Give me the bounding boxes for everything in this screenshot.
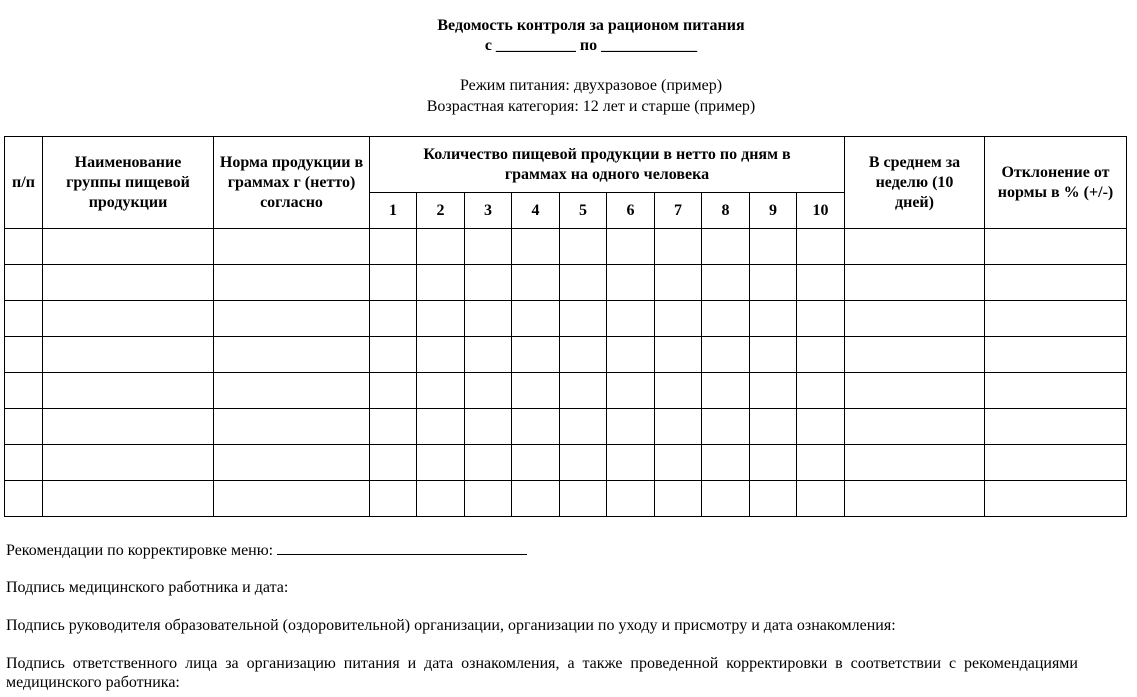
table-cell[interactable] xyxy=(512,373,560,409)
header-deviation: Отклонение от нормы в % (+/-) xyxy=(985,137,1127,229)
table-cell[interactable] xyxy=(985,373,1127,409)
table-cell[interactable] xyxy=(43,409,214,445)
table-cell[interactable] xyxy=(985,265,1127,301)
table-cell[interactable] xyxy=(750,337,797,373)
table-cell[interactable] xyxy=(797,373,845,409)
table-cell[interactable] xyxy=(560,373,607,409)
table-cell[interactable] xyxy=(607,301,655,337)
table-cell[interactable] xyxy=(607,373,655,409)
table-cell[interactable] xyxy=(750,445,797,481)
table-cell[interactable] xyxy=(5,409,43,445)
table-cell[interactable] xyxy=(702,265,750,301)
table-cell[interactable] xyxy=(702,409,750,445)
table-cell[interactable] xyxy=(797,265,845,301)
table-cell[interactable] xyxy=(43,445,214,481)
table-cell[interactable] xyxy=(702,481,750,517)
meal-mode: Режим питания: двухразовое (пример) xyxy=(459,77,723,94)
table-cell[interactable] xyxy=(465,265,512,301)
table-cell[interactable] xyxy=(655,373,702,409)
table-cell[interactable] xyxy=(417,337,465,373)
table-cell[interactable] xyxy=(607,229,655,265)
table-cell[interactable] xyxy=(417,373,465,409)
table-cell[interactable] xyxy=(417,409,465,445)
header-number: п/п xyxy=(5,137,43,229)
table-cell[interactable] xyxy=(370,265,417,301)
table-cell[interactable] xyxy=(465,409,512,445)
header-day-1: 1 xyxy=(370,193,417,229)
recommendations-line xyxy=(6,540,1078,560)
header-quantity-by-days: Количество пищевой продукции в нетто по дням в граммах на одного человека xyxy=(370,137,845,193)
table-cell[interactable] xyxy=(417,481,465,517)
header-day-4: 4 xyxy=(512,193,560,229)
header-day-8: 8 xyxy=(702,193,750,229)
table-cell[interactable] xyxy=(417,229,465,265)
table-cell[interactable] xyxy=(797,229,845,265)
table-cell[interactable] xyxy=(512,445,560,481)
table-cell[interactable] xyxy=(655,265,702,301)
age-category: Возрастная категория: 12 лет и старше (пример) xyxy=(426,98,756,115)
table-cell[interactable] xyxy=(797,301,845,337)
document-title: Ведомость контроля за рационом питания xyxy=(437,17,745,34)
responsible-signature-line: Подпись ответственного лица за организацию питания и дата ознакомления, а также проведенной корректировки в соответствии с рекомендациями медицинского работника: xyxy=(6,655,1078,691)
table-cell[interactable] xyxy=(655,445,702,481)
table-cell[interactable] xyxy=(370,445,417,481)
table-cell[interactable] xyxy=(655,409,702,445)
table-cell[interactable] xyxy=(512,265,560,301)
table-cell[interactable] xyxy=(214,265,370,301)
table-cell[interactable] xyxy=(750,265,797,301)
table-cell[interactable] xyxy=(417,301,465,337)
header-day-10: 10 xyxy=(797,193,845,229)
table-cell[interactable] xyxy=(370,337,417,373)
table-cell[interactable] xyxy=(702,445,750,481)
table-cell[interactable] xyxy=(370,229,417,265)
table-cell[interactable] xyxy=(465,229,512,265)
table-cell[interactable] xyxy=(655,301,702,337)
table-cell[interactable] xyxy=(214,445,370,481)
table-cell[interactable] xyxy=(370,481,417,517)
table-cell[interactable] xyxy=(417,265,465,301)
recommendations-label: Рекомендации по корректировке меню: xyxy=(6,542,274,559)
table-cell[interactable] xyxy=(43,373,214,409)
table-cell[interactable] xyxy=(845,373,985,409)
table-cell[interactable] xyxy=(417,445,465,481)
table-cell[interactable] xyxy=(5,481,43,517)
table-cell[interactable] xyxy=(797,445,845,481)
table-cell[interactable] xyxy=(607,265,655,301)
table-row xyxy=(5,337,1127,373)
table-cell[interactable] xyxy=(214,409,370,445)
table-row xyxy=(5,265,1127,301)
table-cell[interactable] xyxy=(985,409,1127,445)
table-cell[interactable] xyxy=(465,373,512,409)
table-cell[interactable] xyxy=(560,445,607,481)
table-cell[interactable] xyxy=(560,337,607,373)
table-cell[interactable] xyxy=(750,481,797,517)
table-cell[interactable] xyxy=(214,373,370,409)
table-cell[interactable] xyxy=(702,337,750,373)
table-cell[interactable] xyxy=(43,229,214,265)
table-cell[interactable] xyxy=(607,409,655,445)
table-cell[interactable] xyxy=(845,265,985,301)
header-day-2: 2 xyxy=(417,193,465,229)
table-cell[interactable] xyxy=(512,229,560,265)
table-cell[interactable] xyxy=(512,481,560,517)
table-cell[interactable] xyxy=(5,229,43,265)
table-cell[interactable] xyxy=(985,229,1127,265)
table-cell[interactable] xyxy=(465,481,512,517)
table-cell[interactable] xyxy=(512,409,560,445)
table-cell[interactable] xyxy=(845,337,985,373)
table-cell[interactable] xyxy=(370,301,417,337)
table-row xyxy=(5,373,1127,409)
document-subheader xyxy=(0,75,1137,117)
table-cell[interactable] xyxy=(214,301,370,337)
table-cell[interactable] xyxy=(607,445,655,481)
table-cell[interactable] xyxy=(5,337,43,373)
table-cell[interactable] xyxy=(370,373,417,409)
table-cell[interactable] xyxy=(655,229,702,265)
table-cell[interactable] xyxy=(370,409,417,445)
table-cell[interactable] xyxy=(750,373,797,409)
header-day-9: 9 xyxy=(750,193,797,229)
table-row xyxy=(5,445,1127,481)
table-cell[interactable] xyxy=(702,373,750,409)
table-cell[interactable] xyxy=(560,301,607,337)
header-group-name: Наименование группы пищевой продукции xyxy=(43,137,214,229)
header-day-3: 3 xyxy=(465,193,512,229)
header-norm: Норма продукции в граммах г (нетто) согласно xyxy=(214,137,370,229)
table-cell[interactable] xyxy=(845,301,985,337)
document-period: с __________ по ____________ xyxy=(484,37,698,54)
table-cell[interactable] xyxy=(43,481,214,517)
table-cell[interactable] xyxy=(43,265,214,301)
table-cell[interactable] xyxy=(985,301,1127,337)
header-day-5: 5 xyxy=(560,193,607,229)
table-cell[interactable] xyxy=(560,265,607,301)
table-cell[interactable] xyxy=(465,337,512,373)
table-cell[interactable] xyxy=(845,409,985,445)
table-cell[interactable] xyxy=(512,301,560,337)
table-cell[interactable] xyxy=(43,301,214,337)
table-cell[interactable] xyxy=(43,337,214,373)
table-cell[interactable] xyxy=(845,229,985,265)
head-signature-line: Подпись руководителя образовательной (оздоровительной) организации, организации по уходу и присмотру и дата ознакомления: xyxy=(6,617,896,634)
table-cell[interactable] xyxy=(214,337,370,373)
table-cell[interactable] xyxy=(607,481,655,517)
table-row xyxy=(5,409,1127,445)
table-cell[interactable] xyxy=(985,337,1127,373)
table-cell[interactable] xyxy=(560,229,607,265)
table-cell[interactable] xyxy=(607,337,655,373)
table-cell[interactable] xyxy=(750,301,797,337)
table-cell[interactable] xyxy=(5,445,43,481)
recommendations-blank[interactable] xyxy=(277,540,527,555)
table-cell[interactable] xyxy=(5,301,43,337)
table-cell[interactable] xyxy=(985,481,1127,517)
table-cell[interactable] xyxy=(655,481,702,517)
table-cell[interactable] xyxy=(5,265,43,301)
medical-signature-line: Подпись медицинского работника и дата: xyxy=(6,579,289,596)
table-cell[interactable] xyxy=(512,337,560,373)
header-average: В среднем за неделю (10 дней) xyxy=(845,137,985,229)
ration-control-table xyxy=(4,136,1127,517)
header-day-7: 7 xyxy=(655,193,702,229)
table-cell[interactable] xyxy=(797,337,845,373)
table-cell[interactable] xyxy=(985,445,1127,481)
table-header-row xyxy=(5,137,1127,193)
table-cell[interactable] xyxy=(797,409,845,445)
header-day-6: 6 xyxy=(607,193,655,229)
table-row xyxy=(5,301,1127,337)
table-cell[interactable] xyxy=(214,229,370,265)
table-cell[interactable] xyxy=(750,229,797,265)
table-row xyxy=(5,229,1127,265)
table-cell[interactable] xyxy=(465,445,512,481)
table-cell[interactable] xyxy=(560,409,607,445)
document-header xyxy=(0,16,1137,56)
table-cell[interactable] xyxy=(845,481,985,517)
table-row xyxy=(5,481,1127,517)
table-body xyxy=(5,229,1127,517)
table-cell[interactable] xyxy=(702,229,750,265)
table-cell[interactable] xyxy=(750,409,797,445)
table-cell[interactable] xyxy=(845,445,985,481)
table-cell[interactable] xyxy=(797,481,845,517)
table-cell[interactable] xyxy=(655,337,702,373)
table-cell[interactable] xyxy=(560,481,607,517)
table-cell[interactable] xyxy=(465,301,512,337)
table-cell[interactable] xyxy=(214,481,370,517)
table-cell[interactable] xyxy=(5,373,43,409)
table-cell[interactable] xyxy=(702,301,750,337)
